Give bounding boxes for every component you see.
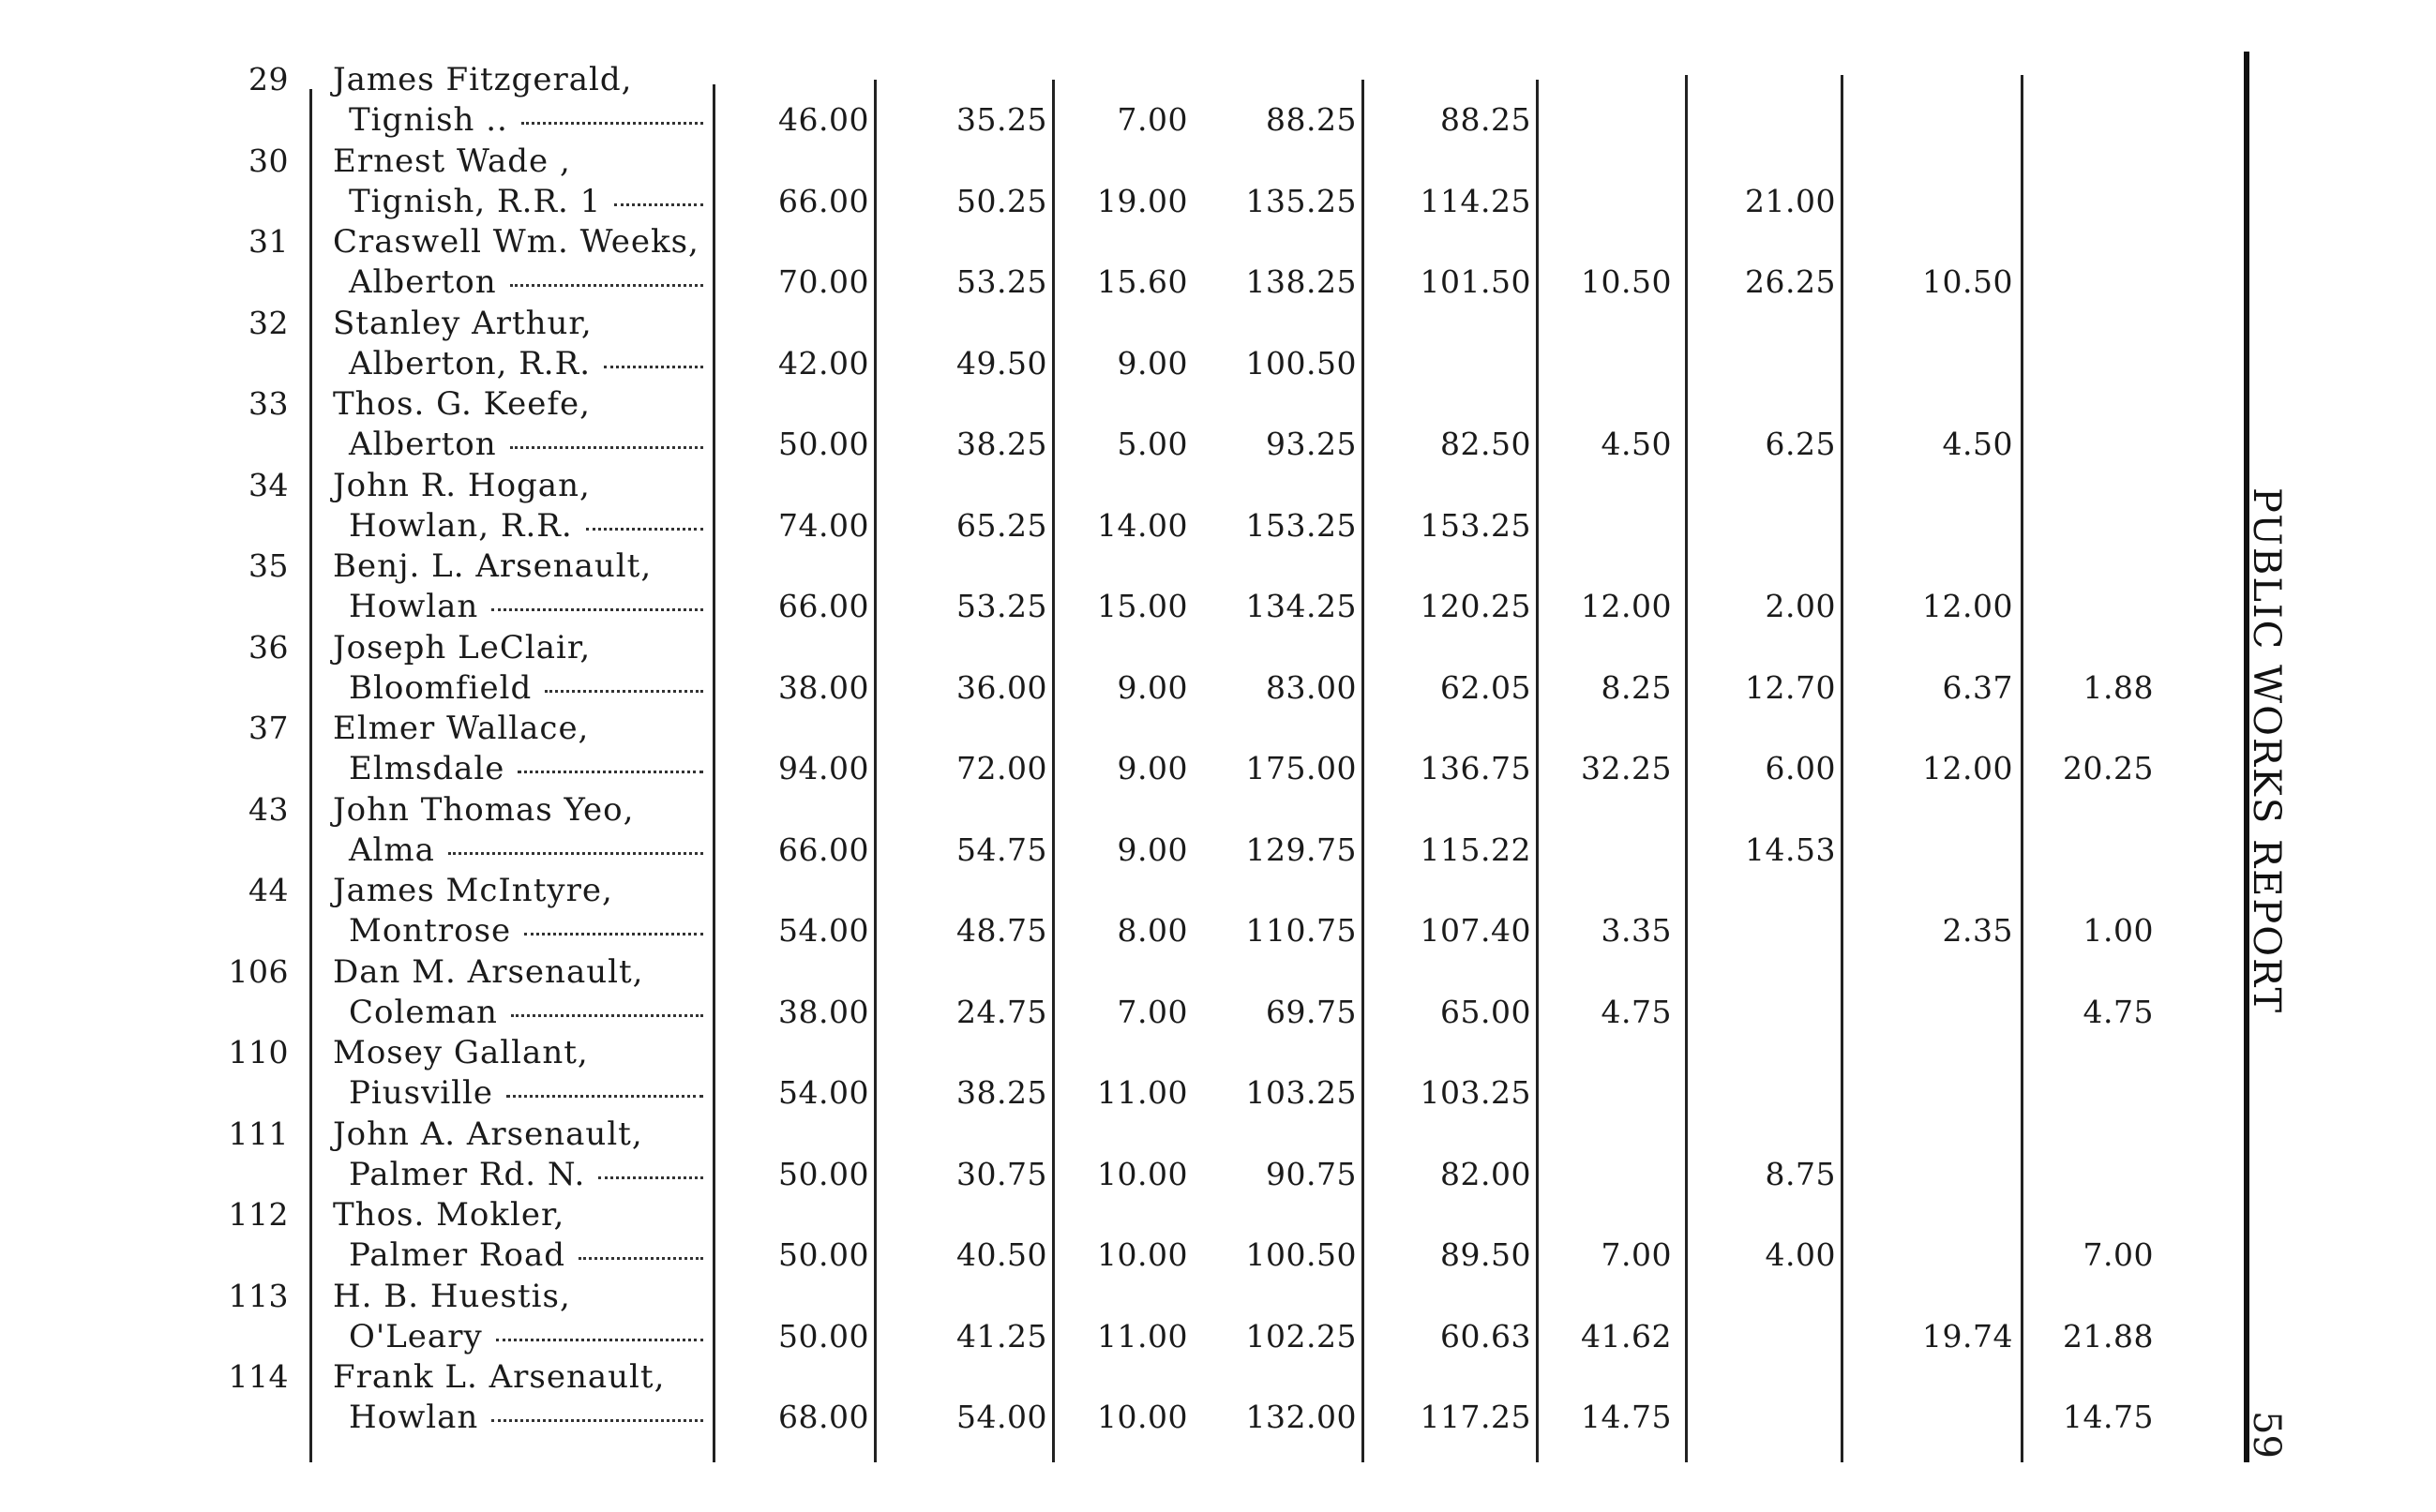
amount-cell: 38.00 xyxy=(778,668,869,706)
contractor-name: Thos. Mokler, xyxy=(333,1196,565,1234)
location-text: Piusville xyxy=(349,1074,494,1112)
entry-number: 34 xyxy=(248,466,289,503)
amount-cell: 7.00 xyxy=(1117,101,1188,138)
amount-cell: 24.75 xyxy=(956,993,1047,1030)
amount-cell: 12.70 xyxy=(1745,668,1836,706)
leader-dots xyxy=(491,1419,703,1422)
leader-dots xyxy=(521,122,703,125)
amount-cell: 136.75 xyxy=(1420,750,1531,786)
amount-cell: 6.25 xyxy=(1765,426,1836,462)
contractor-location xyxy=(349,1318,703,1355)
amount-cell: 8.75 xyxy=(1765,1155,1836,1192)
entry-number: 33 xyxy=(248,385,289,422)
leader-dots xyxy=(598,1176,703,1179)
amount-cell: 120.25 xyxy=(1420,588,1531,624)
contractor-location xyxy=(349,750,703,787)
column-rule xyxy=(1052,80,1055,1462)
amount-cell: 15.00 xyxy=(1097,588,1188,624)
entry-number: 31 xyxy=(248,223,289,260)
amount-cell: 10.50 xyxy=(1581,263,1672,300)
amount-cell: 93.25 xyxy=(1266,426,1357,462)
entry-number: 111 xyxy=(228,1115,289,1152)
amount-cell: 60.63 xyxy=(1440,1317,1531,1355)
leader-dots xyxy=(491,608,703,611)
amount-cell: 69.75 xyxy=(1266,993,1357,1030)
amount-cell: 14.53 xyxy=(1745,831,1836,868)
amount-cell: 9.00 xyxy=(1117,344,1188,382)
amount-cell: 88.25 xyxy=(1440,101,1531,138)
amount-cell: 49.50 xyxy=(956,344,1047,382)
amount-cell: 4.75 xyxy=(1601,993,1672,1030)
amount-cell: 11.00 xyxy=(1097,1074,1188,1111)
amount-cell: 36.00 xyxy=(956,668,1047,706)
amount-cell: 1.88 xyxy=(2083,668,2154,706)
amount-cell: 153.25 xyxy=(1420,506,1531,544)
amount-cell: 46.00 xyxy=(778,101,869,138)
entry-number: 35 xyxy=(248,547,289,584)
amount-cell: 62.05 xyxy=(1440,668,1531,706)
amount-cell: 102.25 xyxy=(1245,1317,1357,1355)
amount-cell: 48.75 xyxy=(956,912,1047,949)
location-text: Howlan xyxy=(349,588,479,625)
leader-dots xyxy=(524,933,703,936)
amount-cell: 53.25 xyxy=(956,263,1047,300)
amount-cell: 72.00 xyxy=(956,750,1047,786)
amount-cell: 7.00 xyxy=(1117,993,1188,1030)
leader-dots xyxy=(604,366,703,368)
amount-cell: 15.60 xyxy=(1097,263,1188,300)
entry-number: 32 xyxy=(248,304,289,341)
location-text: Palmer Rd. N. xyxy=(349,1155,586,1193)
amount-cell: 70.00 xyxy=(778,263,869,300)
amount-cell: 175.00 xyxy=(1245,750,1357,786)
contractor-name: Stanley Arthur, xyxy=(333,304,593,342)
amount-cell: 103.25 xyxy=(1245,1074,1357,1111)
entry-number: 106 xyxy=(228,952,289,990)
page-number: 59 xyxy=(2245,1411,2288,1459)
amount-cell: 7.00 xyxy=(1601,1236,1672,1273)
location-text: Coleman xyxy=(349,993,498,1031)
amount-cell: 12.00 xyxy=(1922,588,2013,624)
amount-cell: 4.75 xyxy=(2083,993,2154,1030)
amount-cell: 14.00 xyxy=(1097,506,1188,544)
amount-cell: 54.00 xyxy=(956,1399,1047,1435)
amount-cell: 107.40 xyxy=(1420,912,1531,949)
leader-dots xyxy=(518,771,703,773)
amount-cell: 21.88 xyxy=(2063,1317,2154,1355)
amount-cell: 35.25 xyxy=(956,101,1047,138)
leader-dots xyxy=(511,1014,703,1017)
amount-cell: 1.00 xyxy=(2083,912,2154,949)
amount-cell: 101.50 xyxy=(1420,263,1531,300)
entry-number: 43 xyxy=(248,790,289,828)
contractor-name: Ernest Wade , xyxy=(333,142,571,180)
amount-cell: 110.75 xyxy=(1245,912,1357,949)
contractor-location xyxy=(349,1074,703,1112)
column-rule xyxy=(309,89,312,1462)
leader-dots xyxy=(510,284,703,287)
amount-cell: 21.00 xyxy=(1745,182,1836,219)
location-text: Alberton xyxy=(349,263,497,301)
amount-cell: 2.00 xyxy=(1765,588,1836,624)
entry-number: 30 xyxy=(248,142,289,179)
entry-number: 114 xyxy=(228,1358,289,1395)
contractor-name: Frank L. Arsenault, xyxy=(333,1358,666,1396)
amount-cell: 129.75 xyxy=(1245,831,1357,868)
amount-cell: 10.50 xyxy=(1922,263,2013,300)
amount-cell: 19.00 xyxy=(1097,182,1188,219)
amount-cell: 115.22 xyxy=(1420,831,1531,868)
contractor-name: Craswell Wm. Weeks, xyxy=(333,223,699,261)
leader-dots xyxy=(579,1257,703,1260)
amount-cell: 40.50 xyxy=(956,1236,1047,1273)
amount-cell: 9.00 xyxy=(1117,750,1188,786)
amount-cell: 53.25 xyxy=(956,588,1047,624)
amount-cell: 11.00 xyxy=(1097,1317,1188,1355)
location-text: Montrose xyxy=(349,912,512,950)
amount-cell: 54.00 xyxy=(778,912,869,949)
contractor-location xyxy=(349,263,703,301)
contractor-name: Joseph LeClair, xyxy=(333,628,592,666)
entry-number: 110 xyxy=(228,1034,289,1070)
contractor-location xyxy=(349,1236,703,1274)
location-text: Alberton, R.R. xyxy=(349,344,592,382)
contractor-name: John A. Arsenault, xyxy=(333,1115,643,1153)
amount-cell: 12.00 xyxy=(1922,750,2013,786)
amount-cell: 135.25 xyxy=(1245,182,1357,219)
location-text: Tignish, R.R. 1 xyxy=(349,182,602,220)
amount-cell: 8.00 xyxy=(1117,912,1188,949)
column-rule xyxy=(1536,80,1539,1462)
leader-dots xyxy=(510,446,703,449)
amount-cell: 6.00 xyxy=(1765,750,1836,786)
contractor-name: James McIntyre, xyxy=(333,872,613,909)
amount-cell: 83.00 xyxy=(1266,668,1357,706)
amount-cell: 103.25 xyxy=(1420,1074,1531,1111)
amount-cell: 89.50 xyxy=(1440,1236,1531,1273)
entry-number: 36 xyxy=(248,628,289,666)
amount-cell: 38.25 xyxy=(956,426,1047,462)
contractor-name: Thos. G. Keefe, xyxy=(333,385,591,423)
amount-cell: 19.74 xyxy=(1922,1317,2013,1355)
column-rule xyxy=(1685,75,1688,1462)
contractor-location xyxy=(349,831,703,869)
location-text: Howlan, R.R. xyxy=(349,506,573,545)
contractor-name: Elmer Wallace, xyxy=(333,710,590,747)
amount-cell: 50.00 xyxy=(778,1155,869,1192)
amount-cell: 66.00 xyxy=(778,588,869,624)
contractor-location xyxy=(349,669,703,707)
amount-cell: 74.00 xyxy=(778,506,869,544)
location-text: Howlan xyxy=(349,1399,479,1436)
amount-cell: 134.25 xyxy=(1245,588,1357,624)
amount-cell: 66.00 xyxy=(778,831,869,868)
amount-cell: 4.50 xyxy=(1601,426,1672,462)
contractor-location xyxy=(349,912,703,950)
amount-cell: 7.00 xyxy=(2083,1236,2154,1273)
location-text: Alma xyxy=(349,831,435,869)
amount-cell: 138.25 xyxy=(1245,263,1357,300)
contractor-location xyxy=(349,588,703,625)
leader-dots xyxy=(506,1095,703,1098)
amount-cell: 132.00 xyxy=(1245,1399,1357,1435)
location-text: Palmer Road xyxy=(349,1236,566,1274)
contractor-location xyxy=(349,426,703,463)
contractor-location xyxy=(349,1156,703,1193)
amount-cell: 5.00 xyxy=(1117,426,1188,462)
amount-cell: 88.25 xyxy=(1266,101,1357,138)
amount-cell: 50.00 xyxy=(778,1317,869,1355)
contractor-name: James Fitzgerald, xyxy=(333,61,633,98)
leader-dots xyxy=(448,852,703,855)
amount-cell: 32.25 xyxy=(1581,750,1672,786)
amount-cell: 82.50 xyxy=(1440,426,1531,462)
contractor-name: Dan M. Arsenault, xyxy=(333,952,644,991)
amount-cell: 114.25 xyxy=(1420,182,1531,219)
contractor-location xyxy=(349,507,703,545)
amount-cell: 3.35 xyxy=(1601,912,1672,949)
entry-number: 113 xyxy=(228,1277,289,1314)
entry-number: 37 xyxy=(248,710,289,746)
amount-cell: 4.00 xyxy=(1765,1236,1836,1273)
contractor-name: Benj. L. Arsenault, xyxy=(333,547,653,585)
amount-cell: 38.25 xyxy=(956,1074,1047,1111)
column-rule xyxy=(1841,75,1843,1462)
amount-cell: 65.25 xyxy=(956,506,1047,544)
amount-cell: 100.50 xyxy=(1245,1236,1357,1273)
amount-cell: 65.00 xyxy=(1440,993,1531,1030)
column-rule xyxy=(1361,80,1364,1462)
location-text: O'Leary xyxy=(349,1317,483,1355)
amount-cell: 8.25 xyxy=(1601,668,1672,706)
amount-cell: 54.75 xyxy=(956,831,1047,868)
amount-cell: 50.25 xyxy=(956,182,1047,219)
entry-number: 44 xyxy=(248,872,289,908)
contractor-location xyxy=(349,101,703,139)
amount-cell: 4.50 xyxy=(1942,426,2013,462)
amount-cell: 68.00 xyxy=(778,1399,869,1435)
amount-cell: 10.00 xyxy=(1097,1155,1188,1192)
amount-cell: 153.25 xyxy=(1245,506,1357,544)
amount-cell: 50.00 xyxy=(778,426,869,462)
amount-cell: 9.00 xyxy=(1117,831,1188,868)
amount-cell: 10.00 xyxy=(1097,1236,1188,1273)
contractor-name: John R. Hogan, xyxy=(333,466,591,504)
contractor-name: H. B. Huestis, xyxy=(333,1277,571,1315)
entry-number: 29 xyxy=(248,61,289,97)
location-text: Tignish .. xyxy=(349,101,508,139)
amount-cell: 12.00 xyxy=(1581,588,1672,624)
entry-number: 112 xyxy=(228,1196,289,1233)
leader-dots xyxy=(496,1339,703,1341)
amount-cell: 54.00 xyxy=(778,1074,869,1111)
contractor-location xyxy=(349,994,703,1031)
amount-cell: 26.25 xyxy=(1745,263,1836,300)
amount-cell: 66.00 xyxy=(778,182,869,219)
location-text: Alberton xyxy=(349,426,497,463)
amount-cell: 90.75 xyxy=(1266,1155,1357,1192)
column-rule xyxy=(2021,75,2023,1462)
contractor-name: Mosey Gallant, xyxy=(333,1034,589,1071)
location-text: Bloomfield xyxy=(349,668,533,707)
amount-cell: 117.25 xyxy=(1420,1399,1531,1435)
amount-cell: 20.25 xyxy=(2063,750,2154,786)
contractor-location xyxy=(349,183,703,220)
leader-dots xyxy=(545,690,703,693)
contractor-location xyxy=(349,1399,703,1436)
contractor-name: John Thomas Yeo, xyxy=(333,790,635,829)
amount-cell: 94.00 xyxy=(778,750,869,786)
amount-cell: 10.00 xyxy=(1097,1399,1188,1435)
location-text: Elmsdale xyxy=(349,750,505,787)
amount-cell: 82.00 xyxy=(1440,1155,1531,1192)
column-rule xyxy=(874,80,877,1462)
amount-cell: 50.00 xyxy=(778,1236,869,1273)
amount-cell: 30.75 xyxy=(956,1155,1047,1192)
leader-dots xyxy=(614,203,703,206)
amount-cell: 100.50 xyxy=(1245,344,1357,382)
contractor-location xyxy=(349,345,703,382)
amount-cell: 6.37 xyxy=(1942,668,2013,706)
column-rule xyxy=(713,84,715,1462)
amount-cell: 41.62 xyxy=(1581,1317,1672,1355)
running-title: PUBLIC WORKS REPORT xyxy=(2245,487,2288,1015)
amount-cell: 14.75 xyxy=(1581,1399,1672,1435)
amount-cell: 9.00 xyxy=(1117,668,1188,706)
amount-cell: 14.75 xyxy=(2063,1399,2154,1435)
amount-cell: 41.25 xyxy=(956,1317,1047,1355)
leader-dots xyxy=(586,528,703,531)
amount-cell: 42.00 xyxy=(778,344,869,382)
amount-cell: 38.00 xyxy=(778,993,869,1030)
amount-cell: 2.35 xyxy=(1942,912,2013,949)
